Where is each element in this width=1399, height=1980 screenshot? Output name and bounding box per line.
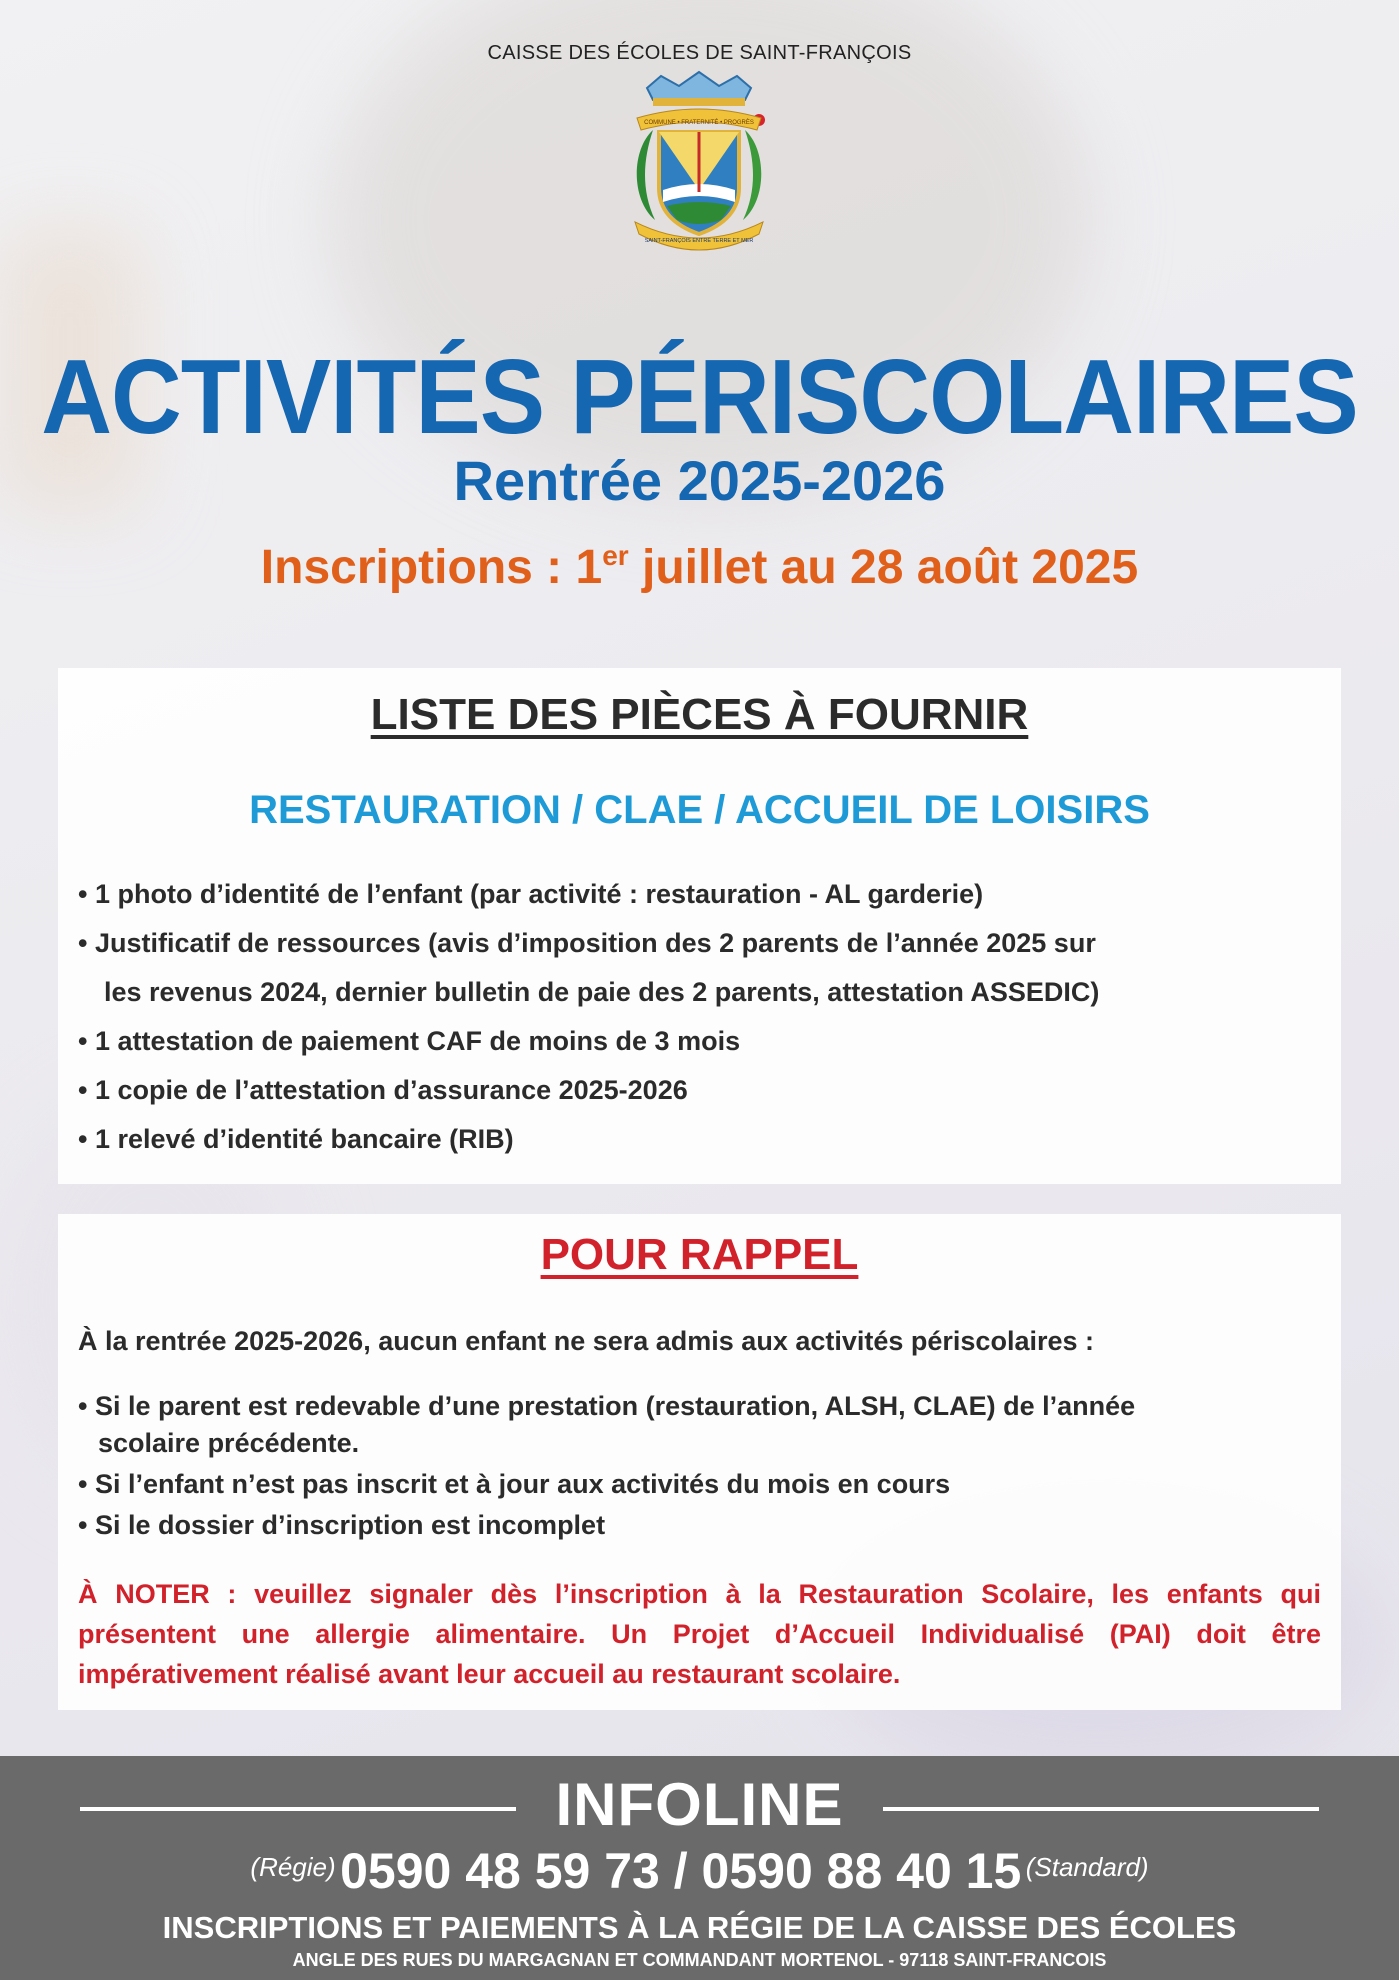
list-item: • 1 attestation de paiement CAF de moins de 3 mois xyxy=(78,1026,741,1056)
regie-label: (Régie) xyxy=(250,1852,336,1882)
phone-number-link[interactable]: 0590 48 59 73 / 0590 88 40 15 xyxy=(340,1843,1022,1899)
list-item: • Si le dossier d’inscription est incomplet xyxy=(78,1510,606,1540)
city-crest-logo xyxy=(617,70,781,256)
allergy-note: À NOTER : veuillez signaler dès l’inscription à la Restauration Scolaire, les enfants qui présentent une allergie alimentaire. Un Projet d’Accueil Individualisé (PAI) doit être impérativement réalisé avant leur accueil au restaurant scolaire. xyxy=(78,1579,1321,1689)
phone-numbers xyxy=(0,1842,1399,1900)
page-title: ACTIVITÉS PÉRISCOLAIRES xyxy=(41,337,1358,456)
list-item: • 1 relevé d’identité bancaire (RIB) xyxy=(78,1124,514,1154)
reminder-list xyxy=(78,1388,1321,1548)
address: ANGLE DES RUES DU MARGAGNAN ET COMMANDANT MORTENOL - 97118 SAINT-FRANCOIS xyxy=(292,1950,1107,1970)
registration-dates: Inscriptions : 1er juillet au 28 août 2025 xyxy=(260,540,1139,594)
organization-name: CAISSE DES ÉCOLES DE SAINT-FRANÇOIS xyxy=(487,42,912,64)
crest-motto-top: COMMUNE • FRATERNITÉ • PROGRÈS xyxy=(644,120,754,126)
list-item: • Si l’enfant n’est pas inscrit et à jour aux activités du mois en cours xyxy=(78,1469,951,1499)
documents-panel xyxy=(58,668,1341,1184)
list-item: • 1 photo d’identité de l’enfant (par activité : restauration - AL garderie) xyxy=(78,879,984,909)
documents-list xyxy=(78,870,1321,1164)
reminder-intro: À la rentrée 2025-2026, aucun enfant ne sera admis aux activités périscolaires : xyxy=(78,1326,1094,1356)
reminder-panel xyxy=(58,1214,1341,1710)
list-item: • Justificatif de ressources (avis d’imposition des 2 parents de l’année 2025 sur xyxy=(78,928,1096,958)
infoline-footer xyxy=(0,1756,1399,1980)
list-item: • Si le parent est redevable d’une prestation (restauration, ALSH, CLAE) de l’année scolaire précédente. xyxy=(78,1391,1136,1458)
standard-label: (Standard) xyxy=(1025,1852,1149,1882)
divider xyxy=(883,1807,1319,1811)
payment-info: INSCRIPTIONS ET PAIEMENTS À LA RÉGIE DE LA CAISSE DES ÉCOLES xyxy=(162,1910,1237,1945)
infoline-title: INFOLINE xyxy=(555,1771,844,1838)
crest-motto-bottom: SAINT-FRANÇOIS ENTRE TERRE ET MER xyxy=(644,238,754,244)
list-item: les revenus 2024, dernier bulletin de paie des 2 parents, attestation ASSEDIC) xyxy=(104,977,1100,1007)
reminder-heading: POUR RAPPEL xyxy=(540,1230,859,1279)
list-item: • 1 copie de l’attestation d’assurance 2025-2026 xyxy=(78,1075,688,1105)
page-subtitle: Rentrée 2025-2026 xyxy=(453,449,946,512)
services-subheading: RESTAURATION / CLAE / ACCUEIL DE LOISIRS xyxy=(249,788,1150,832)
infoline-row xyxy=(80,1770,1319,1840)
documents-heading: LISTE DES PIÈCES À FOURNIR xyxy=(370,690,1029,739)
